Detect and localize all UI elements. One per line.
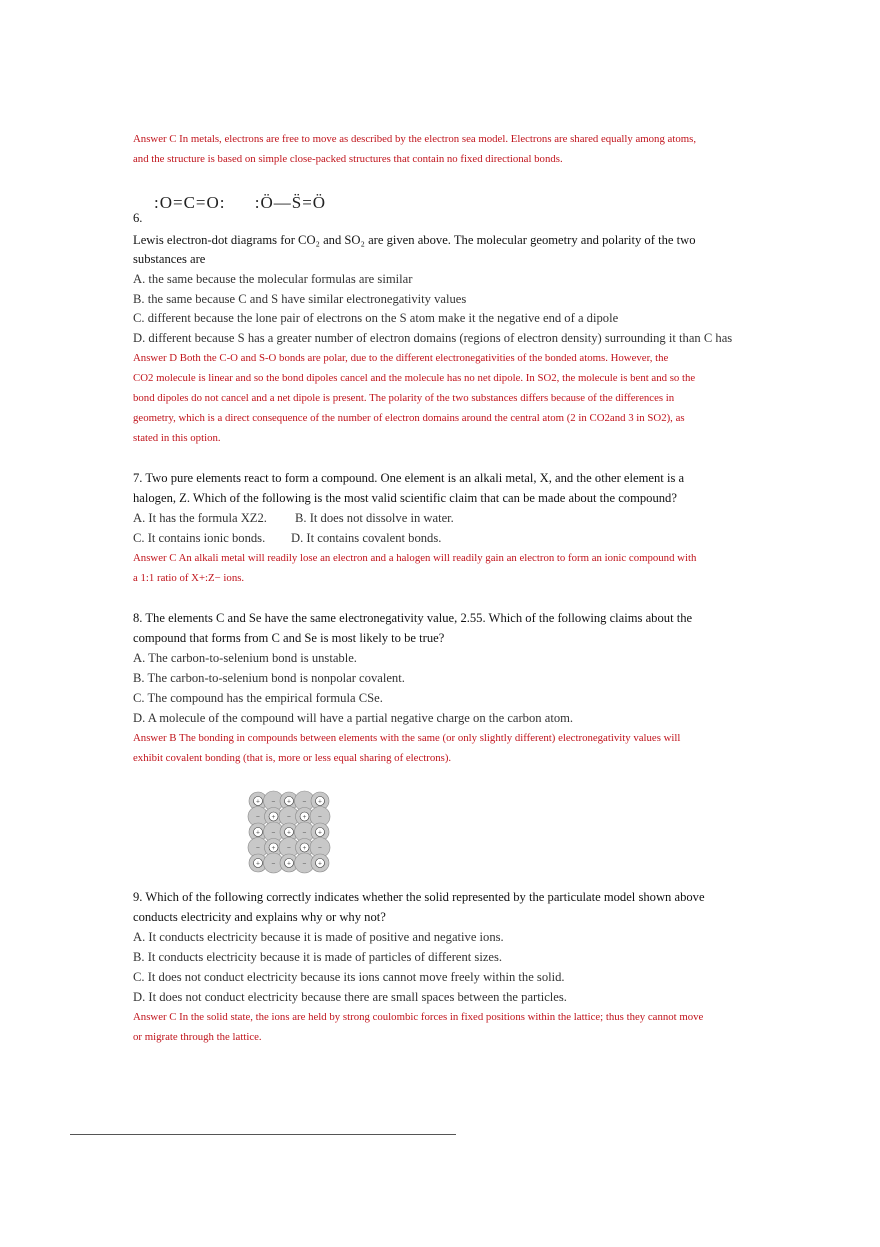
lewis-co2: :O=C=O: (154, 193, 226, 212)
question-stem: halogen, Z. Which of the following is the most valid scientific claim that can be made about the compound? (133, 491, 677, 505)
plus-sign: + (318, 797, 322, 806)
minus-sign: − (302, 859, 307, 868)
answer-text: CO2 molecule is linear and so the bond dipoles cancel and the molecule has no net dipole. In SO2, the molecule is bent and so the (133, 372, 696, 384)
minus-sign: − (271, 828, 276, 837)
lewis-so2: :Ö—S̈=Ö (254, 193, 327, 212)
option-a: A. The carbon-to-selenium bond is unstable. (133, 651, 357, 665)
question-stem: 8. The elements C and Se have the same electronegativity value, 2.55. Which of the following claims about the (133, 611, 693, 625)
plus-sign: + (256, 797, 260, 806)
option-b: B. It does not dissolve in water. (295, 511, 454, 525)
question-stem: substances are (133, 252, 206, 266)
option-a: A. It has the formula XZ2. (133, 511, 267, 525)
answer-text: or migrate through the lattice. (133, 1031, 262, 1043)
answer-text: and the structure is based on simple close-packed structures that contain no fixed directional bonds. (133, 153, 563, 165)
minus-sign: − (302, 797, 307, 806)
question-stem: conducts electricity and explains why or why not? (133, 910, 386, 924)
option-a: A. the same because the molecular formulas are similar (133, 272, 413, 286)
question-number: 6. (133, 211, 143, 225)
plus-sign: + (271, 844, 276, 852)
answer-text: Answer C In metals, electrons are free to move as described by the electron sea model. Electrons are shared equally among atoms, (133, 133, 697, 145)
option-b: B. It conducts electricity because it is made of particles of different sizes. (133, 950, 503, 964)
minus-sign: − (256, 813, 260, 821)
option-b: B. The carbon-to-selenium bond is nonpolar covalent. (133, 671, 405, 685)
option-c: C. It does not conduct electricity because its ions cannot move freely within the solid. (133, 970, 565, 984)
plus-sign: + (271, 813, 276, 821)
question-stem: Lewis electron-dot diagrams for CO₂ and SO₂ are given above. The molecular geometry and polarity of the two (133, 233, 696, 247)
option-d: D. A molecule of the compound will have a partial negative charge on the carbon atom. (133, 711, 574, 725)
plus-sign: + (287, 859, 291, 868)
lewis-diagrams (154, 193, 326, 213)
question-stem: 9. Which of the following correctly indicates whether the solid represented by the particulate model shown above (133, 890, 705, 904)
minus-sign: − (318, 813, 322, 821)
plus-sign: + (287, 797, 291, 806)
plus-sign: + (318, 859, 322, 868)
answer-text: Answer C An alkali metal will readily lose an electron and a halogen will readily gain an electron to form an ionic compound with (133, 552, 697, 564)
minus-sign: − (302, 828, 307, 837)
minus-sign: − (271, 859, 276, 868)
answer-text: stated in this option. (133, 432, 221, 444)
option-c: C. different because the lone pair of electrons on the S atom make it the negative end of a dipole (133, 311, 619, 325)
answer-text: a 1:1 ratio of X+:Z− ions. (133, 572, 245, 584)
plus-sign: + (302, 844, 307, 852)
option-a: A. It conducts electricity because it is made of positive and negative ions. (133, 930, 504, 944)
option-d: D. different because S has a greater number of electron domains (regions of electron density) surrounding it than C has (133, 331, 733, 345)
plus-sign: + (287, 828, 291, 837)
plus-sign: + (302, 813, 307, 821)
answer-text: Answer B The bonding in compounds between elements with the same (or only slightly different) electronegativity values will (133, 732, 681, 744)
option-d: D. It does not conduct electricity because there are small spaces between the particles. (133, 990, 567, 1004)
question-stem: 7. Two pure elements react to form a compound. One element is an alkali metal, X, and the other element is a (133, 471, 685, 485)
minus-sign: − (287, 844, 291, 852)
answer-text: Answer C In the solid state, the ions are held by strong coulombic forces in fixed positions within the lattice; thus they cannot move (133, 1011, 704, 1023)
answer-text: bond dipoles do not cancel and a net dipole is present. The polarity of the two substances differs because of the differences in (133, 392, 675, 404)
plus-sign: + (256, 859, 260, 868)
minus-sign: − (271, 797, 276, 806)
option-d: D. It contains covalent bonds. (291, 531, 442, 545)
answer-text: exhibit covalent bonding (that is, more or less equal sharing of electrons). (133, 752, 452, 764)
answer-text: Answer D Both the C-O and S-O bonds are polar, due to the different electronegativities of the bonded atoms. However, the (133, 352, 669, 364)
plus-sign: + (318, 828, 322, 837)
minus-sign: − (256, 844, 260, 852)
question-stem: compound that forms from C and Se is most likely to be true? (133, 631, 445, 645)
option-b: B. the same because C and S have similar electronegativity values (133, 292, 467, 306)
option-c: C. The compound has the empirical formula CSe. (133, 691, 383, 705)
answer-text: geometry, which is a direct consequence of the number of electron domains around the central atom (2 in CO2and 3 in SO2), as (133, 412, 685, 424)
plus-sign: + (256, 828, 260, 837)
minus-sign: − (287, 813, 291, 821)
option-c: C. It contains ionic bonds. (133, 531, 266, 545)
ionic-lattice-diagram (246, 789, 332, 875)
footnote-divider (70, 1134, 456, 1135)
minus-sign: − (318, 844, 322, 852)
